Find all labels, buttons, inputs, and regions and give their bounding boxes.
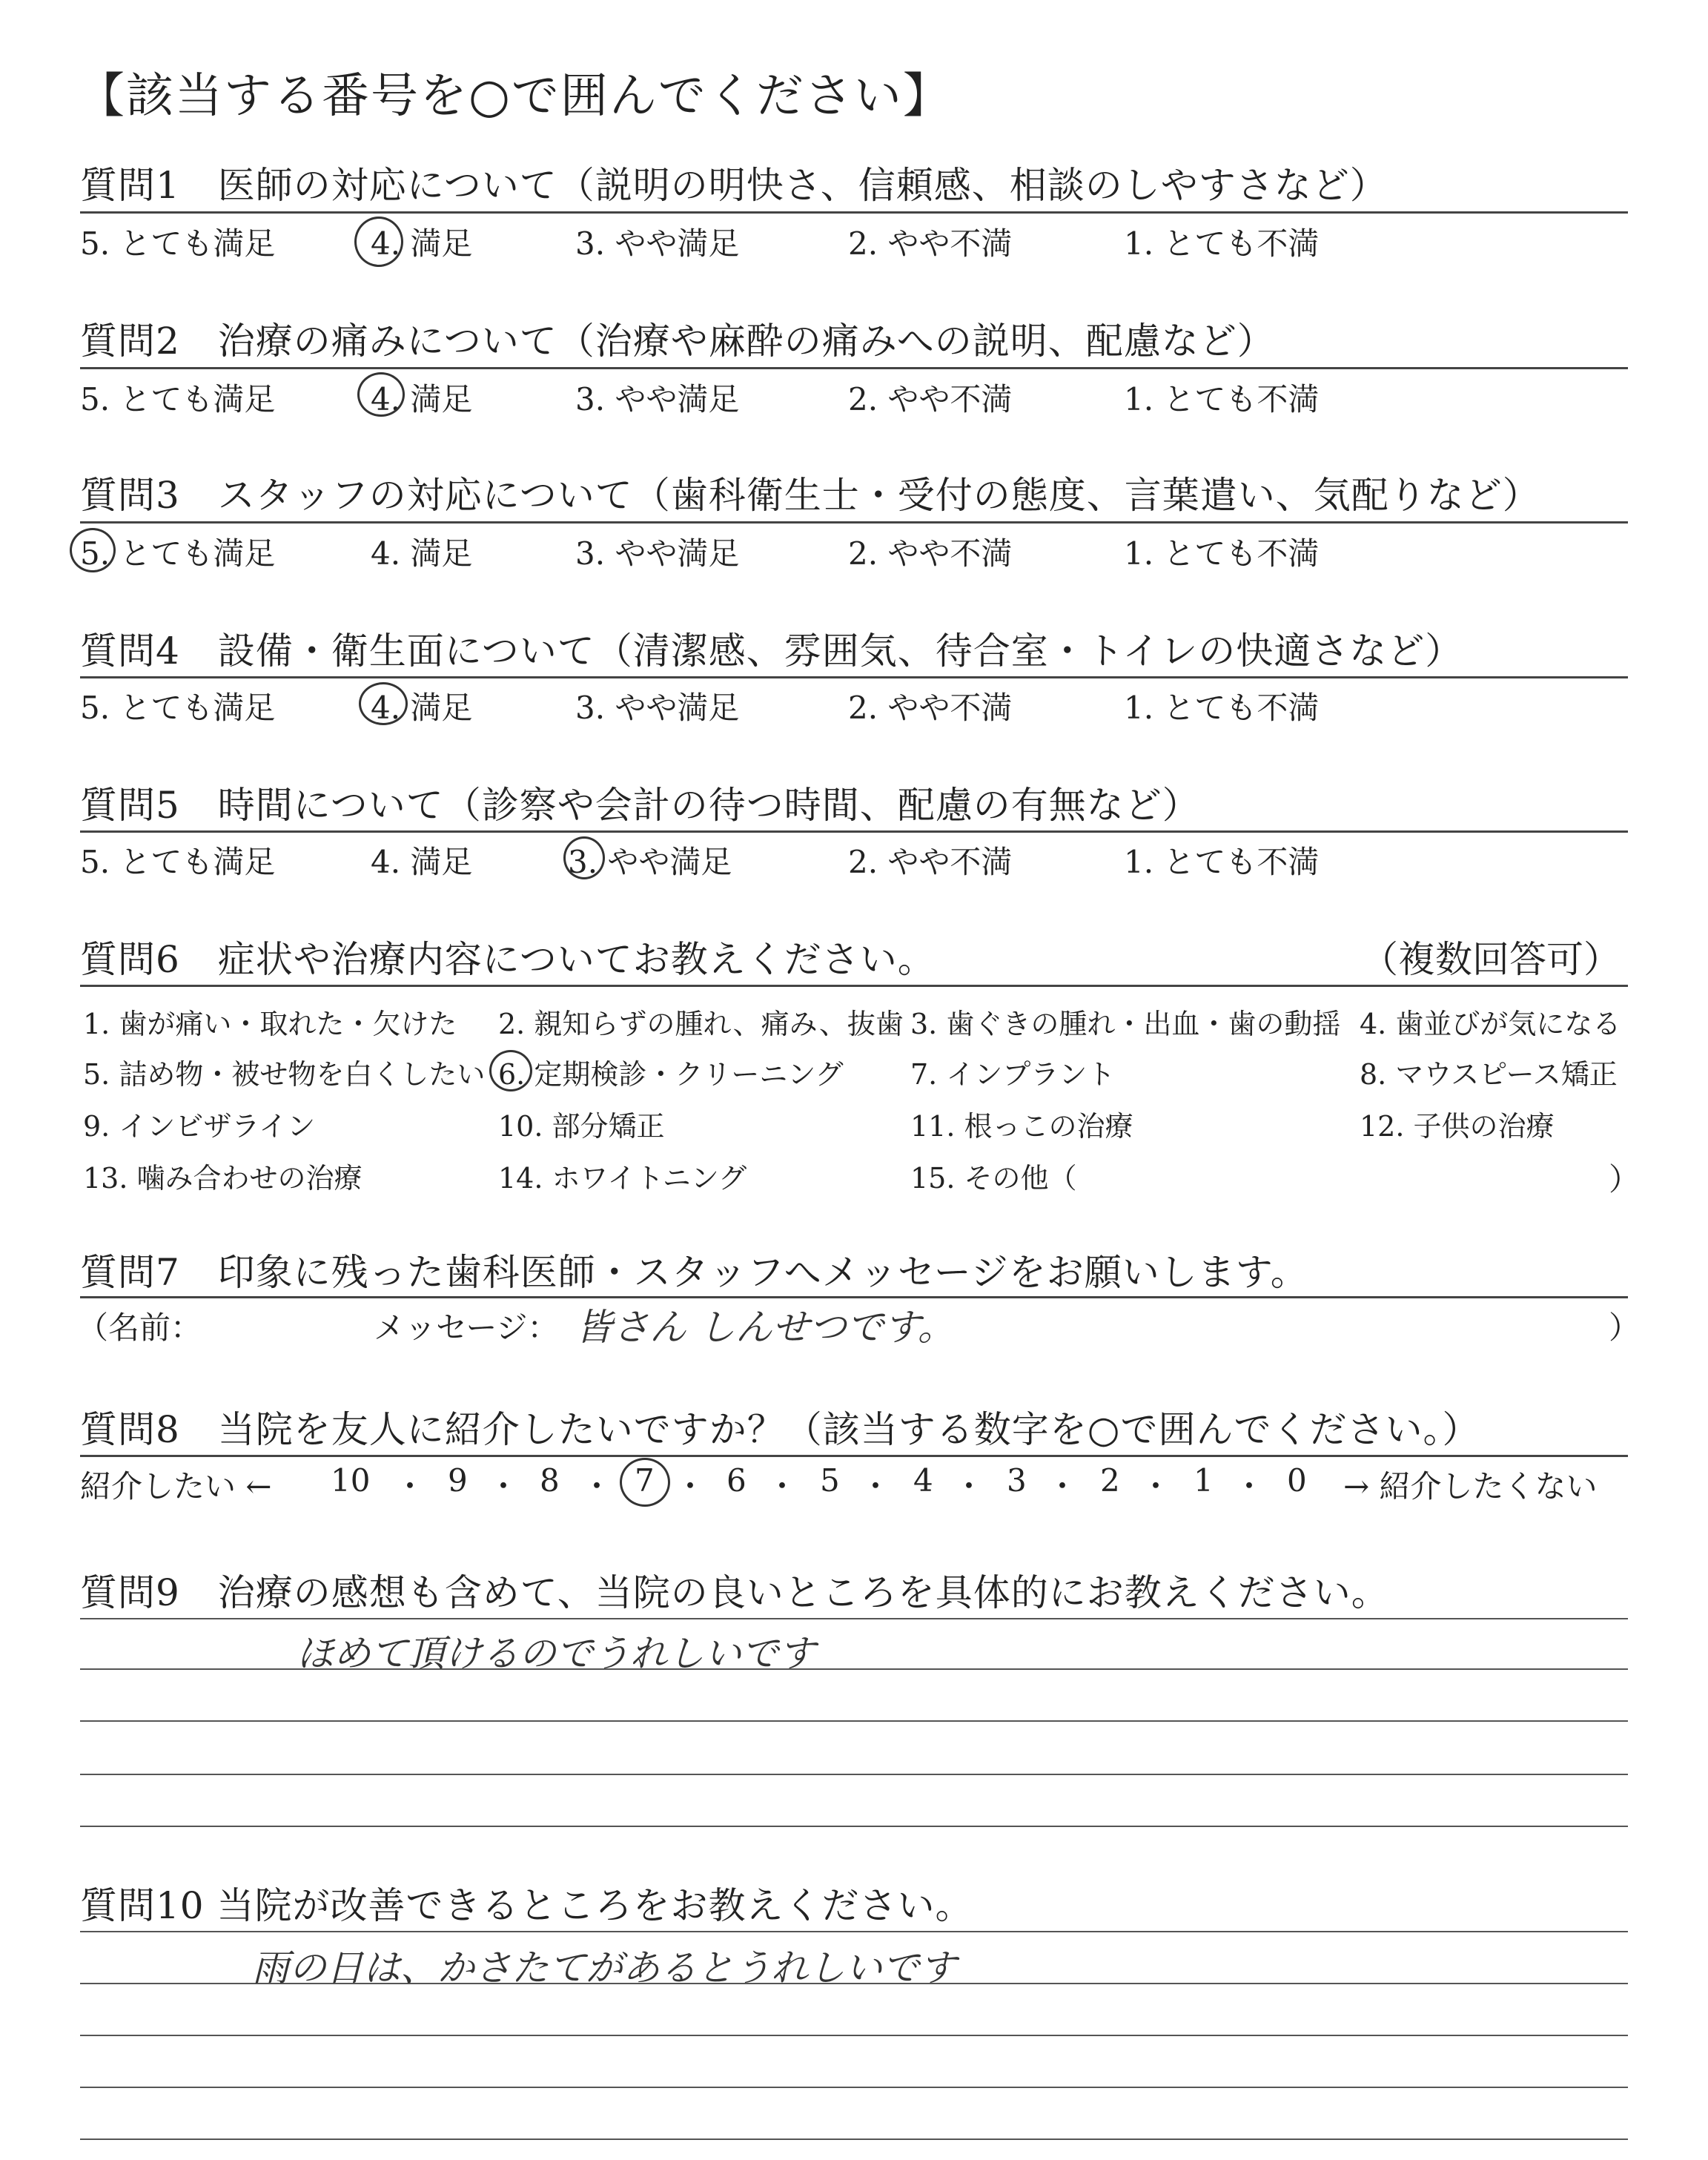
q5-selection-circle	[563, 836, 605, 879]
q8-scale-4[interactable]: 4	[913, 1462, 933, 1499]
q9-answer-handwritten[interactable]: ほめて頂けるのでうれしいです	[297, 1632, 815, 1675]
q4-option-2[interactable]: 2. やや不満	[848, 690, 1013, 726]
q8-dot: ・	[581, 1468, 613, 1505]
question-3-rule	[80, 521, 1628, 524]
q10-answer-line-1	[80, 1931, 1628, 1932]
q7-name-label: （名前：	[77, 1309, 202, 1346]
q2-option-5[interactable]: 5. とても満足	[80, 381, 276, 417]
q10-answer-handwritten[interactable]: 雨の日は、かさたてがあるとうれしいです	[252, 1946, 956, 1989]
q2-option-2[interactable]: 2. やや不満	[848, 381, 1013, 417]
q1-option-5[interactable]: 5. とても満足	[80, 225, 276, 262]
q1-option-2[interactable]: 2. やや不満	[848, 225, 1013, 262]
q6-item-15[interactable]: 15. その他（	[910, 1162, 1077, 1195]
q3-selection-circle	[70, 528, 116, 572]
q5-option-5[interactable]: 5. とても満足	[80, 844, 276, 880]
q3-option-4[interactable]: 4. 満足	[371, 535, 473, 572]
q6-other-close-paren: ）	[1609, 1161, 1641, 1198]
q6-item-10[interactable]: 10. 部分矯正	[498, 1110, 665, 1143]
question-2-rule	[80, 367, 1628, 369]
q8-right-label: → 紹介したくない	[1343, 1468, 1598, 1505]
q8-scale-10[interactable]: 10	[331, 1462, 371, 1499]
question-8-title: 質問8 当院を友人に紹介したいですか？（該当する数字を○で囲んでください。）	[80, 1408, 1480, 1451]
q8-left-label: 紹介したい ←	[80, 1468, 272, 1505]
q8-scale-1[interactable]: 1	[1194, 1462, 1214, 1499]
question-5-rule	[80, 830, 1628, 833]
q8-dot: ・	[860, 1468, 892, 1505]
question-1-rule	[80, 211, 1628, 214]
q6-item-13[interactable]: 13. 噛み合わせの治療	[83, 1162, 363, 1195]
q2-selection-circle	[357, 372, 405, 417]
q1-selection-circle	[354, 217, 403, 267]
q10-answer-line-5	[80, 2138, 1628, 2140]
q10-answer-line-3	[80, 2035, 1628, 2036]
q4-option-3[interactable]: 3. やや満足	[575, 690, 740, 726]
q3-option-5[interactable]: 5. とても満足	[80, 535, 276, 572]
q3-option-3[interactable]: 3. やや満足	[575, 535, 740, 572]
q3-option-1[interactable]: 1. とても不満	[1124, 535, 1320, 572]
q7-message-handwritten[interactable]: 皆さん しんせつです。	[575, 1306, 955, 1349]
q6-item-6[interactable]: 6. 定期検診・クリーニング	[498, 1058, 844, 1091]
question-6-note: （複数回答可）	[1361, 938, 1621, 981]
q8-dot: ・	[1234, 1468, 1265, 1505]
q8-dot: ・	[1047, 1468, 1079, 1505]
q6-item-1[interactable]: 1. 歯が痛い・取れた・欠けた	[83, 1008, 457, 1040]
q6-item-2[interactable]: 2. 親知らずの腫れ、痛み、抜歯	[498, 1008, 904, 1040]
q5-option-3[interactable]: 3. やや満足	[568, 844, 732, 880]
q8-dot: ・	[953, 1468, 985, 1505]
q4-selection-circle	[359, 682, 408, 725]
q4-option-1[interactable]: 1. とても不満	[1124, 690, 1320, 726]
q8-dot: ・	[675, 1468, 706, 1505]
q8-scale-0[interactable]: 0	[1287, 1462, 1307, 1499]
q5-option-1[interactable]: 1. とても不満	[1124, 844, 1320, 880]
q6-item-12[interactable]: 12. 子供の治療	[1360, 1110, 1555, 1143]
q4-option-4[interactable]: 4. 満足	[371, 690, 473, 726]
q6-item-5[interactable]: 5. 詰め物・被せ物を白くしたい	[83, 1058, 486, 1091]
q6-item-4[interactable]: 4. 歯並びが気になる	[1360, 1008, 1621, 1040]
q6-item-8[interactable]: 8. マウスピース矯正	[1360, 1058, 1618, 1091]
q9-answer-line-5	[80, 1826, 1628, 1827]
q8-dot: ・	[488, 1468, 520, 1505]
q2-option-3[interactable]: 3. やや満足	[575, 381, 740, 417]
q8-scale-2[interactable]: 2	[1100, 1462, 1120, 1499]
question-4-rule	[80, 676, 1628, 678]
question-6-title: 質問6 症状や治療内容についてお教えください。	[80, 938, 936, 981]
question-7-title: 質問7 印象に残った歯科医師・スタッフへメッセージをお願いします。	[80, 1251, 1308, 1294]
question-4-title: 質問4 設備・衛生面について（清潔感、雰囲気、待合室・トイレの快適さなど）	[80, 630, 1463, 673]
q2-option-1[interactable]: 1. とても不満	[1124, 381, 1320, 417]
q8-scale-7[interactable]: 7	[635, 1462, 655, 1499]
q8-dot: ・	[1140, 1468, 1172, 1505]
q10-answer-line-4	[80, 2087, 1628, 2088]
q1-option-4[interactable]: 4. 満足	[371, 225, 473, 262]
q9-answer-line-1	[80, 1618, 1628, 1619]
q6-item-7[interactable]: 7. インプラント	[910, 1058, 1116, 1091]
q5-option-4[interactable]: 4. 満足	[371, 844, 473, 880]
question-1-title: 質問1 医師の対応について（説明の明快さ、信頼感、相談のしやすさなど）	[80, 164, 1388, 207]
q9-answer-line-3	[80, 1720, 1628, 1722]
q1-option-1[interactable]: 1. とても不満	[1124, 225, 1320, 262]
q9-answer-line-4	[80, 1774, 1628, 1775]
q8-scale-6[interactable]: 6	[726, 1462, 747, 1499]
q8-scale-5[interactable]: 5	[820, 1462, 840, 1499]
q7-message-label: メッセージ：	[374, 1309, 559, 1346]
q6-item-9[interactable]: 9. インビザライン	[83, 1110, 316, 1143]
q6-item-3[interactable]: 3. 歯ぐきの腫れ・出血・歯の動揺	[910, 1008, 1341, 1040]
q6-item-14[interactable]: 14. ホワイトニング	[498, 1162, 747, 1195]
q8-dot: ・	[767, 1468, 798, 1505]
q3-option-2[interactable]: 2. やや不満	[848, 535, 1013, 572]
question-6-rule	[80, 985, 1628, 987]
q1-option-3[interactable]: 3. やや満足	[575, 225, 740, 262]
q8-scale-8[interactable]: 8	[540, 1462, 560, 1499]
question-2-title: 質問2 治療の痛みについて（治療や麻酔の痛みへの説明、配慮など）	[80, 320, 1275, 363]
q8-selection-circle	[620, 1458, 670, 1507]
question-9-title: 質問9 治療の感想も含めて、当院の良いところを具体的にお教えください。	[80, 1571, 1389, 1614]
question-3-title: 質問3 スタッフの対応について（歯科衛生士・受付の態度、言葉遣い、気配りなど）	[80, 474, 1540, 517]
q8-dot: ・	[394, 1468, 426, 1505]
q6-item-11[interactable]: 11. 根っこの治療	[910, 1110, 1133, 1143]
q7-close-paren: ）	[1609, 1309, 1641, 1346]
question-8-rule	[80, 1455, 1628, 1457]
question-5-title: 質問5 時間について（診察や会計の待つ時間、配慮の有無など）	[80, 784, 1200, 827]
q5-option-2[interactable]: 2. やや不満	[848, 844, 1013, 880]
q8-scale-9[interactable]: 9	[448, 1462, 468, 1499]
q6-selection-circle	[489, 1050, 532, 1091]
question-10-title: 質問10 当院が改善できるところをお教えください。	[80, 1884, 973, 1927]
q2-option-4[interactable]: 4. 満足	[371, 381, 473, 417]
q4-option-5[interactable]: 5. とても満足	[80, 690, 276, 726]
q8-scale-3[interactable]: 3	[1007, 1462, 1027, 1499]
form-header: 【該当する番号を○で囲んでください】	[77, 69, 952, 124]
